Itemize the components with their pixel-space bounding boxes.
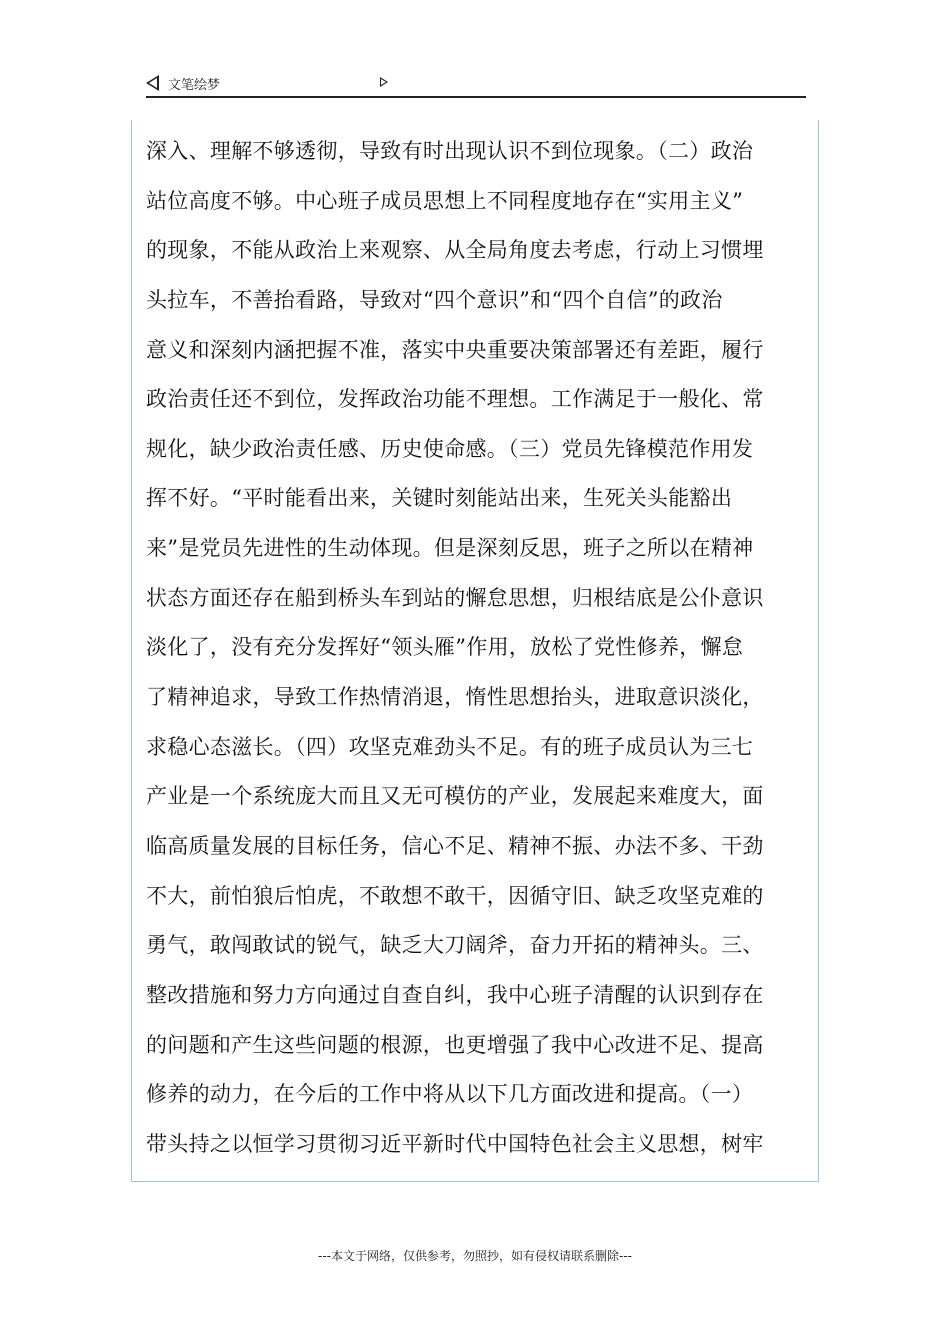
text-line: 带头持之以恒学习贯彻习近平新时代中国特色社会主义思想，树牢	[146, 1131, 764, 1156]
text-line: 整改措施和努力方向通过自查自纠，我中心班子清醒的认识到存在	[146, 982, 764, 1007]
text-line: 修养的动力，在今后的工作中将从以下几方面改进和提高。（一）	[146, 1082, 754, 1107]
text-line: 状态方面还存在船到桥头车到站的懈怠思想，归根结底是公仆意识	[146, 585, 764, 610]
text-line: 勇气，敢闯敢试的锐气，缺乏大刀阔斧，奋力开拓的精神头。三、	[146, 933, 764, 958]
text-line: 深入、理解不够透彻，导致有时出现认识不到位现象。（二）政治	[146, 139, 754, 163]
text-line: 头拉车，不善抬看路，导致对“四个意识”和“四个自信”的政治	[146, 287, 723, 312]
text-line: 临高质量发展的目标任务，信心不足、精神不振、办法不多、干劲	[146, 833, 764, 858]
text-line: 求稳心态滋长。（四）攻坚克难劲头不足。有的班子成员认为三七	[146, 734, 754, 759]
body-text	[146, 127, 796, 1169]
text-line: 意义和深刻内涵把握不准，落实中央重要决策部署还有差距，履行	[146, 337, 764, 362]
text-line: 的现象，不能从政治上来观察、从全局角度去考虑，行动上习惯埋	[146, 238, 764, 263]
text-line: 的问题和产生这些问题的根源，也更增强了我中心改进不足、提高	[146, 1032, 764, 1057]
footer-notice: ---本文于网络，仅供参考，勿照抄，如有侵权请联系删除---	[318, 1249, 632, 1263]
text-line: 站位高度不够。中心班子成员思想上不同程度地存在“实用主义”	[146, 188, 744, 213]
text-line: 不大，前怕狼后怕虎，不敢想不敢干，因循守旧、缺乏攻坚克难的	[146, 883, 764, 908]
text-line: 淡化了，没有充分发挥好“领头雁”作用，放松了党性修养，懈怠	[146, 635, 744, 660]
text-line: 产业是一个系统庞大而且又无可模仿的产业，发展起来难度大，面	[146, 784, 764, 809]
text-line: 挥不好。“平时能看出来，关键时刻能站出来，生死关头能豁出	[146, 486, 733, 511]
page-header	[146, 70, 806, 98]
text-line: 来”是党员先进性的生动体现。但是深刻反思，班子之所以在精神	[146, 536, 754, 561]
triangle-left-icon	[146, 75, 159, 91]
text-line: 规化，缺少政治责任感、历史使命感。（三）党员先锋模范作用发	[146, 436, 754, 461]
text-line: 了精神追求，导致工作热情消退，惰性思想抬头，进取意识淡化，	[146, 685, 764, 710]
triangle-right-icon	[380, 77, 388, 87]
text-line: 政治责任还不到位，发挥政治功能不理想。工作满足于一般化、常	[146, 387, 764, 412]
header-brand: 文笔绘梦	[168, 78, 221, 93]
